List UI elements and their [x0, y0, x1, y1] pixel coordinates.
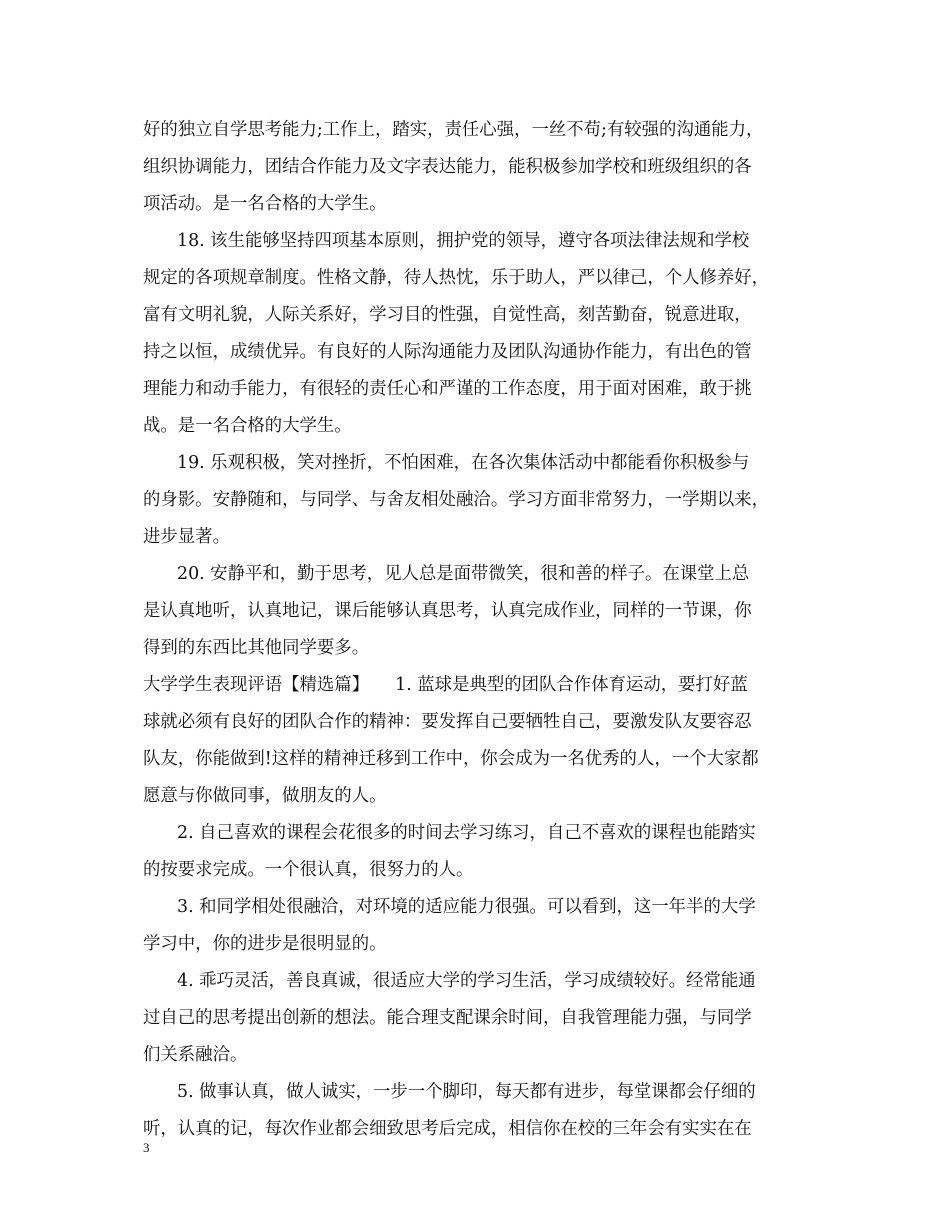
text-line: 大学学生表现评语【精选篇】 1. 蓝球是典型的团队合作体育运动，要打好蓝 [143, 675, 748, 695]
text-line: 富有文明礼貌，人际关系好，学习目的性强，自觉性高，刻苦勤奋，锐意进取， [143, 305, 752, 325]
paragraph-continuation [143, 112, 813, 223]
document-body [143, 112, 813, 1148]
text-line: 理能力和动手能力，有很轻的责任心和严谨的工作态度，用于面对困难，敢于挑 [143, 379, 752, 399]
text-line: 愿意与你做同事，做朋友的人。 [143, 786, 387, 806]
paragraph-item-4 [143, 963, 813, 1074]
text-line: 们关系融洽。 [143, 1045, 248, 1065]
text-line: 队友，你能做到!这样的精神迁移到工作中，你会成为一名优秀的人，一个大家都 [143, 749, 759, 769]
text-line: 4. 乖巧灵活，善良真诚，很适应大学的学习生活，学习成绩较好。经常能通 [177, 971, 756, 991]
paragraph-item-3 [143, 889, 813, 963]
text-line: 球就必须有良好的团队合作的精神：要发挥自己要牺牲自己，要激发队友要容忍 [143, 712, 752, 732]
text-line: 2. 自己喜欢的课程会花很多的时间去学习练习，自己不喜欢的课程也能踏实 [177, 823, 756, 843]
text-line: 是认真地听，认真地记，课后能够认真思考，认真完成作业，同样的一节课，你 [143, 601, 752, 621]
text-line: 持之以恒，成绩优异。有良好的人际沟通能力及团队沟通协作能力，有出色的管 [143, 342, 752, 362]
text-line: 得到的东西比其他同学要多。 [143, 638, 370, 658]
paragraph-item-18 [143, 223, 813, 445]
paragraph-item-19 [143, 445, 813, 556]
text-line: 组织协调能力，团结合作能力及文字表达能力，能积极参加学校和班级组织的各 [143, 157, 752, 177]
text-line: 的身影。安静随和，与同学、与舍友相处融洽。学习方面非常努力，一学期以来， [143, 490, 770, 510]
text-line: 20. 安静平和，勤于思考，见人总是面带微笑，很和善的样子。在课堂上总 [177, 564, 750, 584]
text-line: 18. 该生能够坚持四项基本原则，拥护党的领导，遵守各项法律法规和学校 [177, 231, 750, 251]
text-line: 的按要求完成。一个很认真，很努力的人。 [143, 860, 474, 880]
text-line: 进步显著。 [143, 527, 230, 547]
text-line: 19. 乐观积极，笑对挫折，不怕困难，在各次集体活动中都能看你积极参与 [177, 453, 750, 473]
text-line: 3. 和同学相处很融洽，对环境的适应能力很强。可以看到，这一年半的大学 [177, 897, 756, 917]
page-number: 3 [143, 1140, 150, 1155]
text-line: 过自己的思考提出创新的想法。能合理支配课余时间，自我管理能力强，与同学 [143, 1008, 752, 1028]
paragraph-section-item-1 [143, 667, 813, 815]
text-line: 战。是一名合格的大学生。 [143, 416, 352, 436]
text-line: 听，认真的记，每次作业都会细致思考后完成，相信你在校的三年会有实实在在 [143, 1119, 752, 1139]
text-line: 5. 做事认真，做人诚实，一步一个脚印，每天都有进步，每堂课都会仔细的 [177, 1082, 756, 1102]
text-line: 规定的各项规章制度。性格文静，待人热忱，乐于助人，严以律己，个人修养好， [143, 268, 770, 288]
paragraph-item-5 [143, 1074, 813, 1148]
paragraph-item-2 [143, 815, 813, 889]
text-line: 项活动。是一名合格的大学生。 [143, 194, 387, 214]
text-line: 学习中，你的进步是很明显的。 [143, 934, 387, 954]
paragraph-item-20 [143, 556, 813, 667]
text-line: 好的独立自学思考能力;工作上，踏实，责任心强，一丝不苟;有较强的沟通能力， [143, 120, 764, 140]
